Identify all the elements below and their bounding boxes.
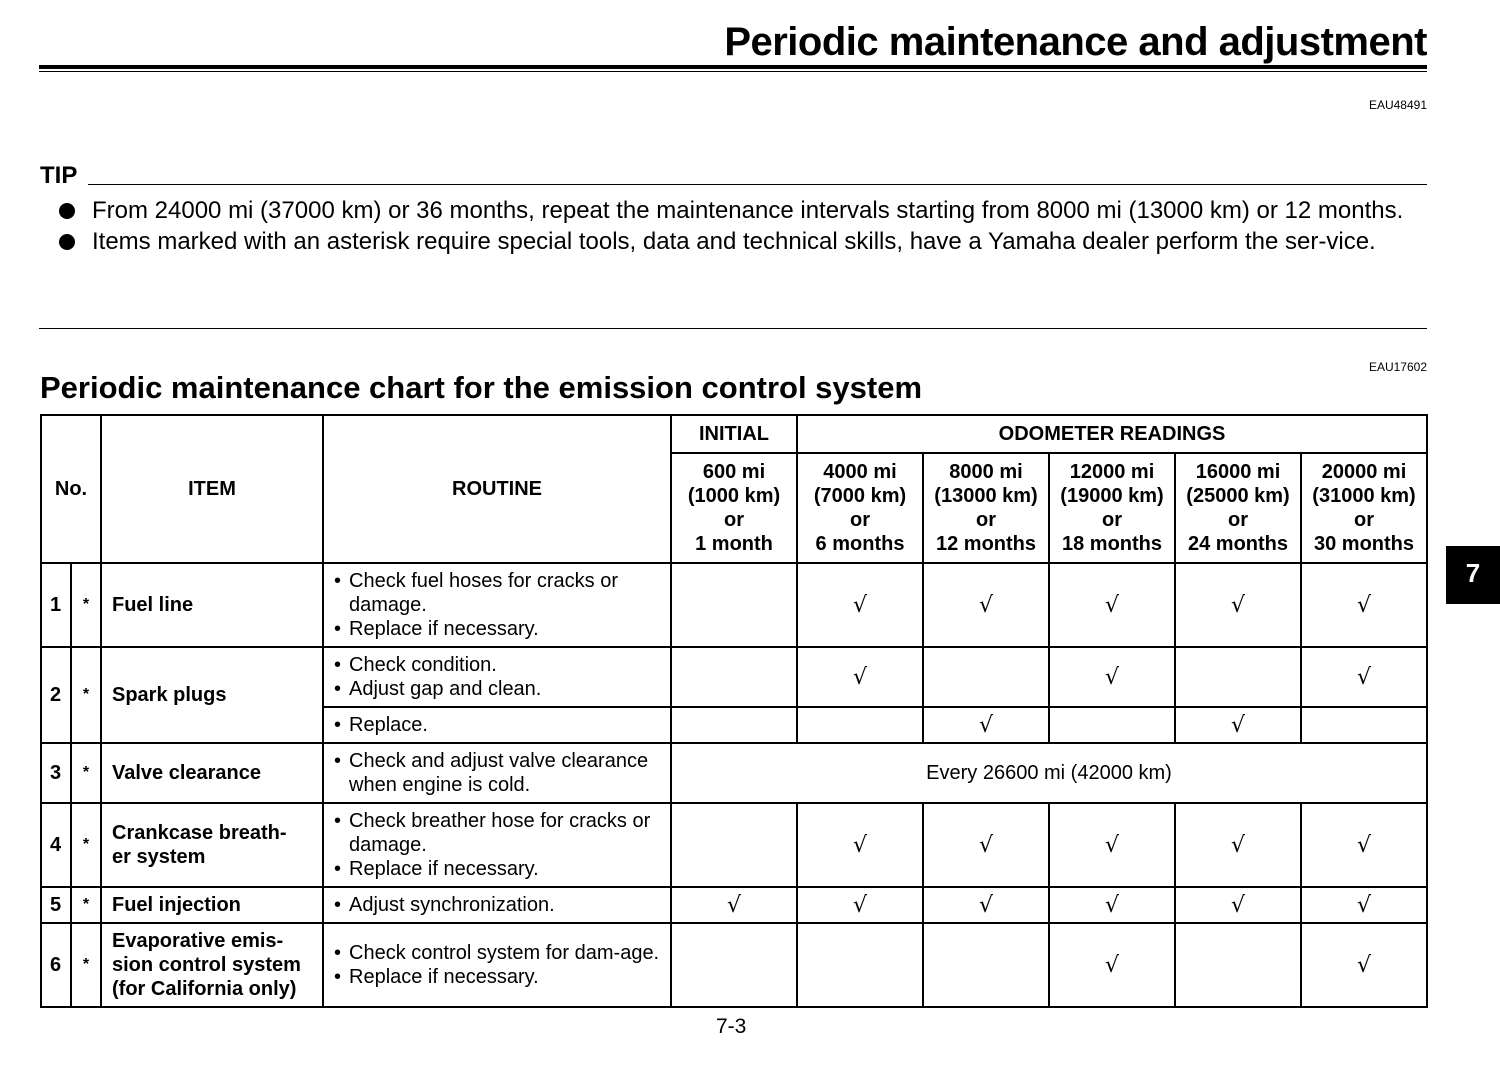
header-interval xyxy=(797,453,923,563)
bullet-icon: • xyxy=(334,714,342,736)
header-interval xyxy=(671,453,797,563)
interval-mi: 4000 mi xyxy=(823,461,897,483)
table-row xyxy=(41,803,1427,887)
empty-cell xyxy=(671,707,797,743)
item-name-line: sion control system xyxy=(112,954,301,976)
bullet-icon: • xyxy=(334,966,342,988)
asterisk-marker: * xyxy=(71,647,101,743)
interval-time: 24 months xyxy=(1187,533,1289,555)
empty-cell xyxy=(797,707,923,743)
item-name-line: Fuel injection xyxy=(112,894,241,916)
routine-text: Check fuel hoses for cracks or damage. xyxy=(349,570,618,616)
bullet-icon: • xyxy=(334,858,342,880)
bullet-icon: • xyxy=(334,654,342,676)
item-name-line: (for California only) xyxy=(112,978,297,1000)
interval-km: (7000 km) xyxy=(813,485,907,507)
routine-line xyxy=(334,749,664,797)
interval-time: 1 month xyxy=(695,533,773,555)
check-mark: √ xyxy=(923,887,1049,923)
check-mark: √ xyxy=(797,803,923,887)
chapter-tab[interactable]: 7 xyxy=(1446,546,1500,604)
header-initial: INITIAL xyxy=(671,415,797,453)
header-interval xyxy=(1049,453,1175,563)
header-interval xyxy=(1175,453,1301,563)
tip-item xyxy=(0,195,1427,226)
check-mark: √ xyxy=(923,563,1049,647)
empty-cell xyxy=(923,923,1049,1007)
reference-code-section: EAU17602 xyxy=(1368,360,1427,374)
table-row xyxy=(41,647,1427,707)
routine xyxy=(323,563,671,647)
empty-cell xyxy=(671,923,797,1007)
asterisk-marker: * xyxy=(71,803,101,887)
item-name-line: Fuel line xyxy=(112,594,194,616)
routine-line xyxy=(334,653,664,677)
bullet-icon: • xyxy=(334,750,342,772)
tip-label: TIP xyxy=(40,162,78,189)
header-interval xyxy=(1301,453,1427,563)
routine xyxy=(323,923,671,1007)
tip-bottom-rule xyxy=(39,328,1427,329)
row-number: 4 xyxy=(41,803,71,887)
interval-or: or xyxy=(850,509,870,531)
check-mark: √ xyxy=(1301,647,1427,707)
interval-mi: 8000 mi xyxy=(949,461,1023,483)
table-row xyxy=(41,743,1427,803)
routine xyxy=(323,743,671,803)
interval-or: or xyxy=(976,509,996,531)
interval-note: Every 26600 mi (42000 km) xyxy=(671,743,1427,803)
empty-cell xyxy=(797,923,923,1007)
routine-line xyxy=(334,965,664,989)
asterisk-marker: * xyxy=(71,923,101,1007)
header-rule-thin xyxy=(39,71,1427,72)
interval-or: or xyxy=(724,509,744,531)
asterisk-marker: * xyxy=(71,887,101,923)
interval-mi: 600 mi xyxy=(702,461,766,483)
routine-text: Replace if necessary. xyxy=(349,966,539,988)
bullet-icon xyxy=(59,203,75,219)
tip-rule xyxy=(88,184,1427,185)
routine-text: Replace if necessary. xyxy=(349,858,539,880)
check-mark: √ xyxy=(1049,923,1175,1007)
header-odometer: ODOMETER READINGS xyxy=(797,415,1427,453)
routine xyxy=(323,803,671,887)
header-rule-thick xyxy=(39,65,1427,69)
check-mark: √ xyxy=(1175,563,1301,647)
check-mark: √ xyxy=(797,563,923,647)
check-mark: √ xyxy=(923,707,1049,743)
reference-code-top: EAU48491 xyxy=(1368,98,1427,112)
item-name xyxy=(101,923,323,1007)
row-number: 5 xyxy=(41,887,71,923)
empty-cell xyxy=(1301,707,1427,743)
routine-line xyxy=(334,677,664,701)
routine-text: Check breather hose for cracks or damage. xyxy=(349,810,651,856)
bullet-icon: • xyxy=(334,570,342,592)
row-number: 1 xyxy=(41,563,71,647)
interval-mi: 20000 mi xyxy=(1321,461,1407,483)
check-mark: √ xyxy=(1175,803,1301,887)
routine-line xyxy=(334,941,664,965)
routine-line xyxy=(334,893,664,917)
item-name xyxy=(101,743,323,803)
item-name-line: Evaporative emis- xyxy=(112,930,284,952)
check-mark: √ xyxy=(1175,887,1301,923)
item-name xyxy=(101,803,323,887)
interval-time: 30 months xyxy=(1313,533,1415,555)
routine-text: Adjust synchronization. xyxy=(349,894,555,916)
row-number: 3 xyxy=(41,743,71,803)
bullet-icon: • xyxy=(334,894,342,916)
check-mark: √ xyxy=(1049,803,1175,887)
empty-cell xyxy=(671,803,797,887)
check-mark: √ xyxy=(1049,563,1175,647)
header-interval xyxy=(923,453,1049,563)
item-name xyxy=(101,647,323,743)
check-mark: √ xyxy=(1301,803,1427,887)
header-no: No. xyxy=(41,415,101,563)
interval-or: or xyxy=(1228,509,1248,531)
table-row xyxy=(41,563,1427,647)
empty-cell xyxy=(671,647,797,707)
item-name xyxy=(101,563,323,647)
interval-km: (13000 km) xyxy=(934,485,1038,507)
item-name-line: Crankcase breath- xyxy=(112,822,287,844)
routine-text: Check condition. xyxy=(349,654,497,676)
interval-km: (1000 km) xyxy=(687,485,781,507)
header-item: ITEM xyxy=(101,415,323,563)
check-mark: √ xyxy=(797,887,923,923)
routine-line xyxy=(334,569,664,617)
check-mark: √ xyxy=(1049,647,1175,707)
interval-km: (31000 km) xyxy=(1312,485,1416,507)
page-number: 7-3 xyxy=(716,1015,747,1038)
interval-or: or xyxy=(1354,509,1374,531)
bullet-icon: • xyxy=(334,618,342,640)
tip-list xyxy=(0,195,1427,257)
section-title: Periodic maintenance chart for the emission control system xyxy=(40,370,923,405)
asterisk-marker: * xyxy=(71,743,101,803)
interval-km: (19000 km) xyxy=(1060,485,1164,507)
check-mark: √ xyxy=(797,647,923,707)
check-mark: √ xyxy=(1301,563,1427,647)
interval-or: or xyxy=(1102,509,1122,531)
item-name-line: Spark plugs xyxy=(112,684,227,706)
header-routine: ROUTINE xyxy=(323,415,671,563)
check-mark: √ xyxy=(1301,887,1427,923)
routine-line xyxy=(334,809,664,857)
bullet-icon: • xyxy=(334,942,342,964)
routine-text: Check control system for dam-age. xyxy=(349,942,660,964)
check-mark: √ xyxy=(1049,887,1175,923)
routine-text: Adjust gap and clean. xyxy=(349,678,542,700)
routine-line xyxy=(334,713,664,737)
item-name-line: er system xyxy=(112,846,206,868)
row-number: 6 xyxy=(41,923,71,1007)
check-mark: √ xyxy=(923,803,1049,887)
tip-text: From 24000 mi (37000 km) or 36 months, repeat the maintenance intervals starting from 8000 mi (13000 km) or 12 months. xyxy=(92,197,1404,224)
check-mark: √ xyxy=(1175,707,1301,743)
empty-cell xyxy=(923,647,1049,707)
page-title: Periodic maintenance and adjustment xyxy=(724,20,1427,64)
empty-cell xyxy=(1175,923,1301,1007)
bullet-icon: • xyxy=(334,678,342,700)
bullet-icon: • xyxy=(334,810,342,832)
tip-text: Items marked with an asterisk require special tools, data and technical skills, have a Yamaha dealer perform the ser-vice. xyxy=(92,228,1376,255)
row-number: 2 xyxy=(41,647,71,743)
interval-time: 18 months xyxy=(1061,533,1163,555)
interval-km: (25000 km) xyxy=(1186,485,1290,507)
routine xyxy=(323,647,671,707)
asterisk-marker: * xyxy=(71,563,101,647)
table-row xyxy=(41,923,1427,1007)
tip-item xyxy=(0,226,1427,257)
routine xyxy=(323,887,671,923)
routine-text: Check and adjust valve clearance when engine is cold. xyxy=(349,750,649,796)
maintenance-chart xyxy=(40,414,1428,1008)
item-name xyxy=(101,887,323,923)
routine-text: Replace. xyxy=(349,714,428,736)
interval-mi: 12000 mi xyxy=(1069,461,1155,483)
interval-time: 12 months xyxy=(935,533,1037,555)
interval-time: 6 months xyxy=(815,533,905,555)
empty-cell xyxy=(1049,707,1175,743)
routine-text: Replace if necessary. xyxy=(349,618,539,640)
check-mark: √ xyxy=(671,887,797,923)
routine-line xyxy=(334,857,664,881)
item-name-line: Valve clearance xyxy=(112,762,262,784)
empty-cell xyxy=(1175,647,1301,707)
bullet-icon xyxy=(59,234,75,250)
table-row xyxy=(41,887,1427,923)
interval-mi: 16000 mi xyxy=(1195,461,1281,483)
empty-cell xyxy=(671,563,797,647)
routine-line xyxy=(334,617,664,641)
routine xyxy=(323,707,671,743)
check-mark: √ xyxy=(1301,923,1427,1007)
